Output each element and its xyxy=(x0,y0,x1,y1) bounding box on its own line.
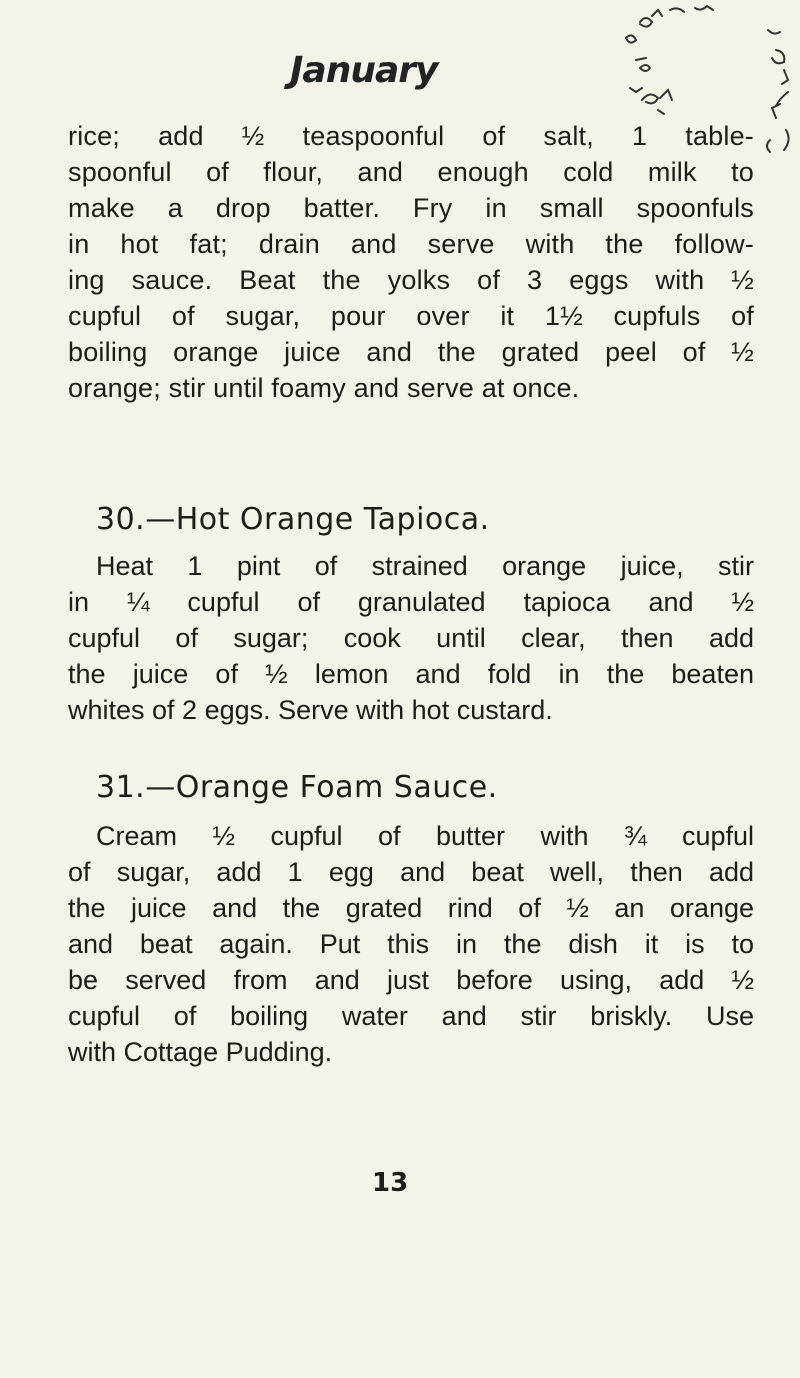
intro-line: make a drop batter. Fry in small spoonfuls xyxy=(68,193,754,223)
recipe-line: cupful of boiling water and stir briskly. Use xyxy=(68,1001,754,1031)
recipe-line: and beat again. Put this in the dish it is to xyxy=(68,929,754,959)
intro-line: in hot fat; drain and serve with the follow- xyxy=(68,229,754,259)
running-head: January xyxy=(290,50,438,91)
recipe-line: the juice and the grated rind of ½ an orange xyxy=(68,893,754,923)
intro-line: orange; stir until foamy and serve at once. xyxy=(68,373,580,403)
recipe-line: be served from and just before using, add ½ xyxy=(68,965,754,995)
recipe-body-31 xyxy=(68,818,754,1070)
recipe-line: Cream ½ cupful of butter with ¾ cupful xyxy=(96,821,754,851)
recipe-body-30 xyxy=(68,548,754,728)
page-number: 13 xyxy=(372,1168,409,1198)
page-header xyxy=(0,0,800,130)
intro-line: ing sauce. Beat the yolks of 3 eggs with ½ xyxy=(68,265,754,295)
intro-line: spoonful of flour, and enough cold milk to xyxy=(68,157,754,187)
intro-paragraph xyxy=(68,118,754,406)
recipe-title-31: 31.—Orange Foam Sauce. xyxy=(96,770,498,805)
recipe-line: in ¼ cupful of granulated tapioca and ½ xyxy=(68,587,754,617)
recipe-line: with Cottage Pudding. xyxy=(68,1037,333,1067)
recipe-line: whites of 2 eggs. Serve with hot custard. xyxy=(68,695,553,725)
intro-line: boiling orange juice and the grated peel of ½ xyxy=(68,337,754,367)
recipe-title-30: 30.—Hot Orange Tapioca. xyxy=(96,502,490,537)
intro-line: rice; add ½ teaspoonful of salt, 1 table- xyxy=(68,121,754,151)
intro-line: cupful of sugar, pour over it 1½ cupfuls of xyxy=(68,301,754,331)
recipe-line: Heat 1 pint of strained orange juice, stir xyxy=(96,551,754,581)
recipe-line: cupful of sugar; cook until clear, then add xyxy=(68,623,754,653)
recipe-line: of sugar, add 1 egg and beat well, then add xyxy=(68,857,754,887)
recipe-line: the juice of ½ lemon and fold in the beaten xyxy=(68,659,754,689)
